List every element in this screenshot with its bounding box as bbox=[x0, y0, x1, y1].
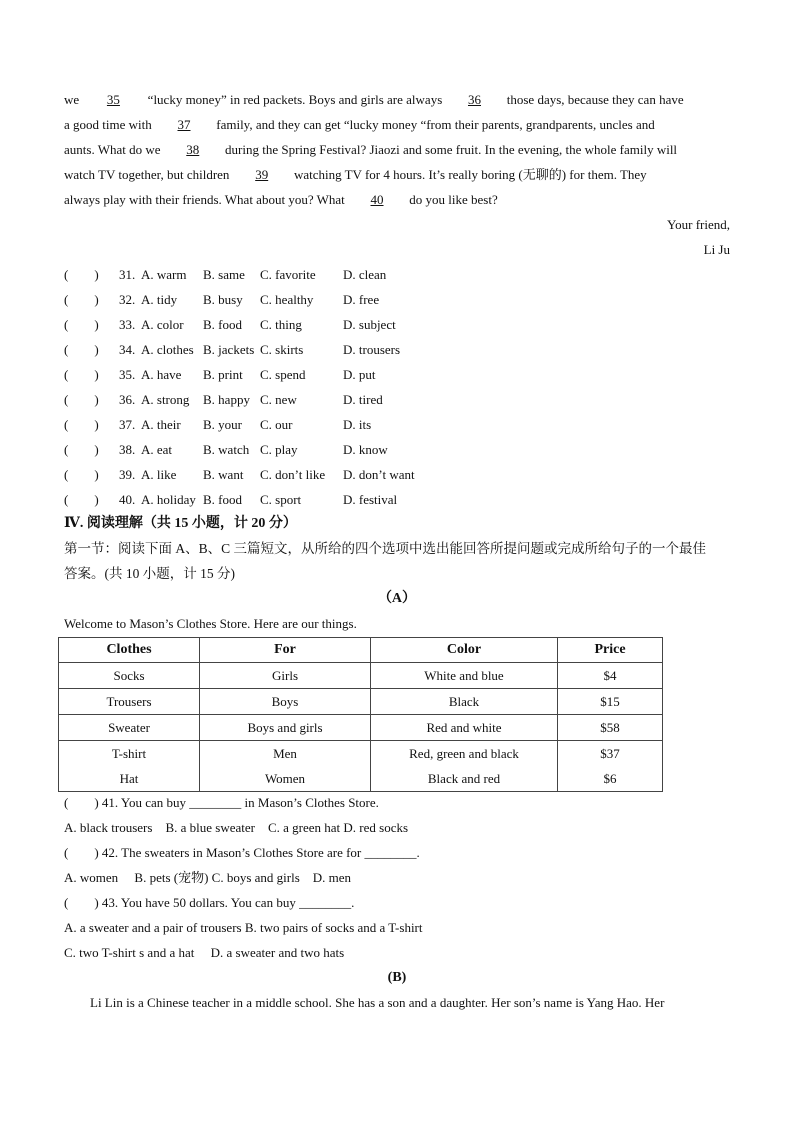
letter-closing: Your friend, bbox=[667, 217, 730, 232]
answer-option: D. know bbox=[343, 442, 388, 457]
answer-option: D. festival bbox=[343, 492, 398, 507]
passage-b-first-line: Li Lin is a Chinese teacher in a middle school. She has a son and a daughter. Her son’s name is Yang Hao. Her bbox=[90, 995, 665, 1010]
passage-line bbox=[64, 143, 677, 156]
table-cell-line: Men bbox=[273, 746, 297, 761]
table-cell: Black bbox=[371, 689, 558, 715]
question-41: ( ) 41. You can buy ________ in Mason’s Clothes Store. bbox=[64, 795, 379, 810]
letter-signature: Li Ju bbox=[703, 242, 730, 257]
passage-text-segment: do you like best? bbox=[406, 192, 498, 207]
answer-option: B. same bbox=[203, 267, 245, 282]
question-number: 32. bbox=[119, 292, 136, 307]
answer-option: B. jackets bbox=[203, 342, 255, 357]
table-cell bbox=[59, 741, 200, 792]
answer-option: C. our bbox=[260, 417, 293, 432]
table-cell-line: T-shirt bbox=[111, 746, 147, 761]
question-43: ( ) 43. You have 50 dollars. You can buy ________. bbox=[64, 895, 355, 910]
passage-text-segment: family, and they can get “lucky money “from their parents, grandparents, uncles and bbox=[213, 117, 655, 132]
answer-option: B. want bbox=[203, 467, 244, 482]
answer-parentheses[interactable]: ( ) bbox=[64, 317, 99, 332]
question-42: ( ) 42. The sweaters in Mason’s Clothes Store are for ________. bbox=[64, 845, 420, 860]
answer-option: C. skirts bbox=[260, 342, 304, 357]
question-number: 31. bbox=[119, 267, 136, 282]
answer-option: A. tidy bbox=[141, 292, 178, 307]
section-title: Ⅳ. 阅读理解（共 15 小题，计 20 分） bbox=[64, 516, 297, 531]
question-41-options: A. black trousers B. a blue sweater C. a green hat D. red socks bbox=[64, 820, 409, 835]
answer-parentheses[interactable]: ( ) bbox=[64, 492, 99, 507]
answer-parentheses[interactable]: ( ) bbox=[64, 392, 99, 407]
question-number: 40. bbox=[119, 492, 136, 507]
answer-option: C. healthy bbox=[260, 292, 314, 307]
answer-option: D. put bbox=[343, 367, 376, 382]
answer-option: C. play bbox=[260, 442, 298, 457]
table-header-cell: Price bbox=[558, 638, 663, 663]
answer-blank: 39 bbox=[255, 167, 269, 182]
table-cell: $4 bbox=[558, 663, 663, 689]
table-header-cell: For bbox=[200, 638, 371, 663]
passage-line bbox=[64, 193, 498, 206]
passage-a-intro: Welcome to Mason’s Clothes Store. Here are our things. bbox=[64, 616, 357, 631]
question-number: 36. bbox=[119, 392, 136, 407]
table-cell bbox=[371, 741, 558, 792]
table-header-cell: Clothes bbox=[59, 638, 200, 663]
question-42-options: A. women B. pets (宠物) C. boys and girls D. men bbox=[64, 870, 352, 885]
answer-parentheses[interactable]: ( ) bbox=[64, 417, 99, 432]
answer-option: C. new bbox=[260, 392, 297, 407]
passage-text-segment: always play with their friends. What about you? What bbox=[64, 192, 349, 207]
answer-option: A. clothes bbox=[141, 342, 194, 357]
answer-option: D. subject bbox=[343, 317, 396, 332]
answer-option: B. happy bbox=[203, 392, 250, 407]
table-cell: Trousers bbox=[59, 689, 200, 715]
question-number: 35. bbox=[119, 367, 136, 382]
answer-option: B. watch bbox=[203, 442, 250, 457]
table-cell: Socks bbox=[59, 663, 200, 689]
table-cell-line: Women bbox=[264, 771, 306, 786]
table-cell-line: Red, green and black bbox=[409, 746, 519, 761]
answer-option: A. their bbox=[141, 417, 181, 432]
passage-text-segment: during the Spring Festival? Jiaozi and some fruit. In the evening, the whole family will bbox=[221, 142, 678, 157]
table-cell-line: Hat bbox=[119, 771, 139, 786]
section-instruction-line2: 答案。(共 10 小题，计 15 分) bbox=[64, 566, 235, 581]
answer-parentheses[interactable]: ( ) bbox=[64, 267, 99, 282]
answer-option: A. like bbox=[141, 467, 177, 482]
passage-a-label: （A） bbox=[377, 591, 417, 606]
answer-option: B. food bbox=[203, 492, 242, 507]
table-row bbox=[59, 663, 663, 689]
answer-option: C. don’t like bbox=[260, 467, 326, 482]
answer-option: A. warm bbox=[141, 267, 187, 282]
answer-option: A. holiday bbox=[141, 492, 196, 507]
clothes-price-table bbox=[58, 637, 663, 792]
table-cell: Girls bbox=[200, 663, 371, 689]
answer-parentheses[interactable]: ( ) bbox=[64, 442, 99, 457]
question-number: 38. bbox=[119, 442, 136, 457]
passage-line bbox=[64, 118, 655, 131]
table-row bbox=[59, 715, 663, 741]
answer-option: D. tired bbox=[343, 392, 383, 407]
passage-line bbox=[64, 93, 684, 106]
table-cell: $15 bbox=[558, 689, 663, 715]
passage-text-segment: “lucky money” in red packets. Boys and girls are always bbox=[144, 92, 446, 107]
table-cell: Sweater bbox=[59, 715, 200, 741]
answer-option: D. its bbox=[343, 417, 372, 432]
answer-parentheses[interactable]: ( ) bbox=[64, 367, 99, 382]
passage-text-segment: aunts. What do we bbox=[64, 142, 164, 157]
table-cell-line: $6 bbox=[603, 771, 617, 786]
answer-option: B. busy bbox=[203, 292, 243, 307]
table-cell: Red and white bbox=[371, 715, 558, 741]
answer-parentheses[interactable]: ( ) bbox=[64, 292, 99, 307]
answer-option: B. your bbox=[203, 417, 242, 432]
answer-option: C. favorite bbox=[260, 267, 316, 282]
table-row bbox=[59, 689, 663, 715]
table-cell-line: Black and red bbox=[427, 771, 501, 786]
table-cell: $58 bbox=[558, 715, 663, 741]
answer-option: B. food bbox=[203, 317, 242, 332]
answer-blank: 35 bbox=[106, 92, 120, 107]
section-instruction-line1: 第一节：阅读下面 A、B、C 三篇短文，从所给的四个选项中选出能回答所提问题或完成所给句子的一个最佳 bbox=[64, 541, 707, 556]
answer-option: A. eat bbox=[141, 442, 173, 457]
answer-blank: 37 bbox=[177, 117, 191, 132]
answer-blank: 38 bbox=[186, 142, 200, 157]
question-43-options-line2: C. two T-shirt s and a hat D. a sweater and two hats bbox=[64, 945, 345, 960]
question-number: 39. bbox=[119, 467, 136, 482]
answer-option: C. sport bbox=[260, 492, 302, 507]
answer-option: B. print bbox=[203, 367, 243, 382]
question-number: 34. bbox=[119, 342, 136, 357]
passage-text-segment: watch TV together, but children bbox=[64, 167, 233, 182]
passage-text-segment: those days, because they can have bbox=[503, 92, 684, 107]
table-cell: Boys bbox=[200, 689, 371, 715]
passage-line bbox=[64, 168, 647, 181]
table-cell-line: $37 bbox=[600, 746, 620, 761]
table-header-row bbox=[59, 638, 663, 663]
answer-option: A. strong bbox=[141, 392, 190, 407]
passage-text-segment: we bbox=[64, 92, 83, 107]
table-cell: White and blue bbox=[371, 663, 558, 689]
question-43-options-line1: A. a sweater and a pair of trousers B. two pairs of socks and a T-shirt bbox=[64, 920, 423, 935]
answer-option: C. thing bbox=[260, 317, 302, 332]
table-cell bbox=[558, 741, 663, 792]
question-number: 37. bbox=[119, 417, 136, 432]
answer-option: C. spend bbox=[260, 367, 306, 382]
answer-option: D. trousers bbox=[343, 342, 401, 357]
passage-text-segment: a good time with bbox=[64, 117, 155, 132]
answer-option: D. clean bbox=[343, 267, 387, 282]
answer-option: D. free bbox=[343, 292, 380, 307]
passage-b-label: (B) bbox=[387, 970, 407, 985]
table-cell bbox=[200, 741, 371, 792]
answer-parentheses[interactable]: ( ) bbox=[64, 467, 99, 482]
answer-blank: 40 bbox=[370, 192, 384, 207]
answer-option: A. color bbox=[141, 317, 184, 332]
table-row bbox=[59, 741, 663, 792]
answer-parentheses[interactable]: ( ) bbox=[64, 342, 99, 357]
answer-blank: 36 bbox=[468, 92, 481, 107]
answer-option: A. have bbox=[141, 367, 182, 382]
passage-text-segment: watching TV for 4 hours. It’s really boring (无聊的) for them. They bbox=[290, 167, 647, 182]
table-cell: Boys and girls bbox=[200, 715, 371, 741]
table-header-cell: Color bbox=[371, 638, 558, 663]
question-number: 33. bbox=[119, 317, 136, 332]
answer-option: D. don’t want bbox=[343, 467, 415, 482]
